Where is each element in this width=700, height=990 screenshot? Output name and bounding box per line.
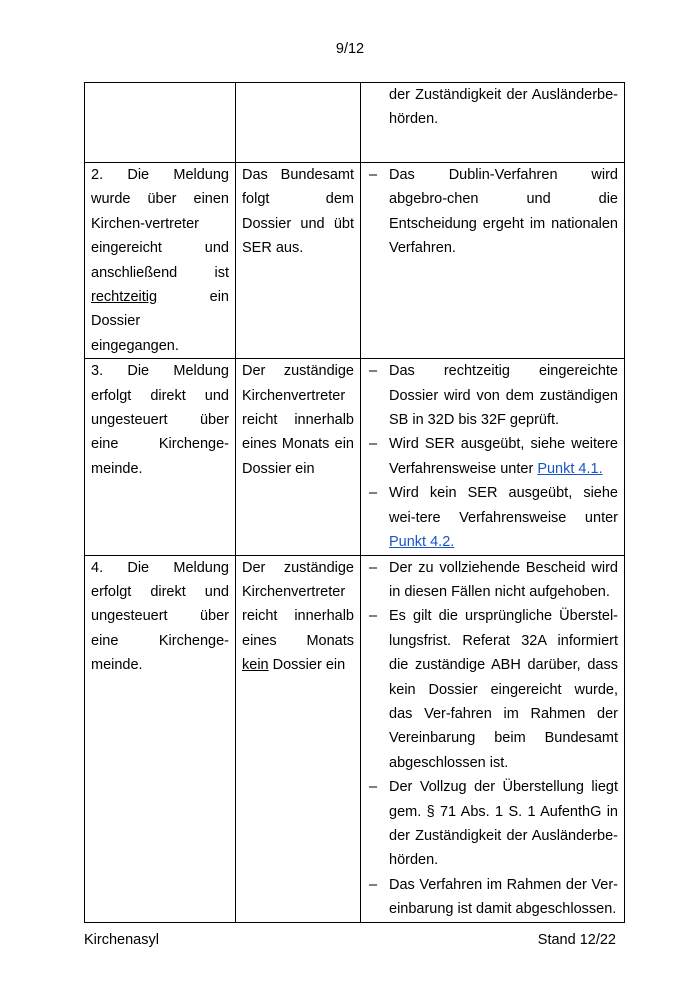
case-description-cell: [85, 163, 236, 359]
section-link[interactable]: Punkt 4.2.: [389, 534, 455, 551]
emphasized-text: kein: [242, 657, 269, 674]
cell-text: ein Dossier eingegangen.: [91, 289, 229, 354]
cell-text: 3. Die Meldung erfolgt direkt und ungesteuert über eine Kirchenge-meinde.: [91, 363, 229, 477]
consequence-cell: [361, 359, 625, 555]
bullet-item: [367, 556, 618, 605]
bullet-item: [367, 432, 618, 481]
action-cell: [236, 163, 361, 359]
footer-title: Kirchenasyl: [84, 932, 159, 948]
cell-text: Das Bundesamt folgt dem Dossier und übt SER aus.: [242, 167, 354, 257]
cell-text: 2. Die Meldung wurde über einen Kirchen-vertreter eingereicht und anschließend ist: [91, 167, 229, 281]
bullet-list: [367, 359, 618, 554]
page-number: 9/12: [335, 41, 365, 57]
bullet-text: Der zu vollziehende Bescheid wird in diesen Fällen nicht aufgehoben.: [389, 559, 618, 600]
bullet-text: Wird SER ausgeübt, siehe weitere Verfahrensweise unter: [389, 436, 618, 477]
emphasized-text: rechtzeitig: [91, 289, 158, 306]
action-cell: [236, 83, 361, 163]
action-cell: [236, 359, 361, 555]
footer-date: Stand 12/22: [537, 932, 616, 948]
bullet-item: [367, 83, 618, 132]
table-row: [85, 555, 625, 922]
case-description-cell: [85, 555, 236, 922]
cell-text: Der zuständige Kirchenvertreter reicht innerhalb eines Monats: [242, 559, 354, 649]
bullet-list: [367, 83, 618, 132]
table-row: [85, 359, 625, 555]
consequence-cell: [361, 163, 625, 359]
bullet-text: der Zuständigkeit der Ausländerbe-hörden.: [389, 87, 618, 128]
table-row: [85, 163, 625, 359]
consequence-cell: [361, 555, 625, 922]
bullet-text: Das Verfahren im Rahmen der Ver-einbarung ist damit abgeschlossen.: [389, 876, 618, 918]
consequence-cell: [361, 83, 625, 163]
action-cell: [236, 555, 361, 922]
cell-text: 4. Die Meldung erfolgt direkt und ungesteuert über eine Kirchenge-meinde.: [91, 559, 229, 674]
bullet-item: [367, 873, 618, 922]
section-link[interactable]: Punkt 4.1.: [537, 460, 603, 477]
bullet-item: [367, 359, 618, 432]
bullet-text: Wird kein SER ausgeübt, siehe wei-tere Verfahrensweise unter: [389, 485, 618, 526]
cell-text: Der zuständige Kirchenvertreter reicht innerhalb eines Monats ein Dossier ein: [242, 363, 354, 477]
bullet-list: [367, 556, 618, 922]
table-row: [85, 83, 625, 163]
bullet-text: Das rechtzeitig eingereichte Dossier wird von dem zuständigen SB in 32D bis 32F geprüft.: [389, 363, 618, 429]
bullet-item: [367, 481, 618, 554]
bullet-text: Das Dublin-Verfahren wird abgebro-chen und die Entscheidung ergeht im nationalen Verfahren.: [389, 167, 618, 257]
bullet-text: Es gilt die ursprüngliche Überstel-lungsfrist. Referat 32A informiert die zuständige ABH darüber, dass kein Dossier eingereicht wurde, das Ver-fahren im Rahmen der Vereinbarung beim Bundesamt abgeschlossen ist.: [389, 608, 618, 771]
bullet-item: [367, 775, 618, 873]
cell-text: Dossier ein: [268, 657, 346, 674]
bullet-item: [367, 604, 618, 775]
procedure-table: [84, 82, 625, 923]
bullet-text: Der Vollzug der Überstellung liegt gem. § 71 Abs. 1 S. 1 AufenthG in der Zuständigkeit der Ausländerbe-hörden.: [389, 779, 618, 869]
bullet-item: [367, 163, 618, 261]
case-description-cell: [85, 83, 236, 163]
case-description-cell: [85, 359, 236, 555]
bullet-list: [367, 163, 618, 261]
